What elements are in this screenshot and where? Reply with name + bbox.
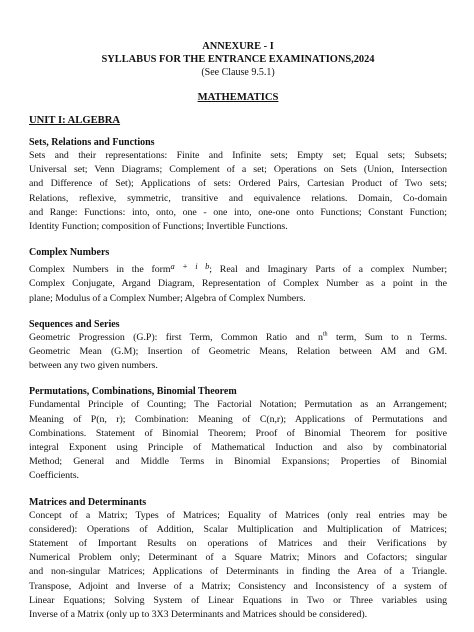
document-header (29, 40, 447, 79)
body-line: Sets and their representations: Finite and Infinite sets; Empty set; Equal sets; Subsets; (29, 150, 447, 161)
body-line: Combinations. Statement of Binomial Theorem; Proof of Binomial Theorem for positive (29, 427, 447, 439)
body-line (29, 259, 447, 277)
clause-reference: (See Clause 9.5.1) (201, 67, 275, 78)
body-line: Statement of Important Results on operations of Matrices and their Verifications by (29, 538, 447, 550)
body-line: Complex Conjugate, Argand Diagram, Representation of Complex Number as a point in the (29, 278, 447, 290)
body-line: Universal set; Venn Diagrams; Complement of a set; Operations on Sets (Union, Intersection (29, 164, 447, 176)
body-line: Numerical Problem only; Determinant of a Square Matrix; Minors and Cofactors; singular (29, 552, 447, 564)
section-title: Sets, Relations and Functions (29, 137, 155, 148)
body-line: Fundamental Principle of Counting; The Factorial Notation; Permutation as an Arrangement; (29, 399, 447, 411)
section-title: Matrices and Determinants (29, 496, 147, 508)
section-body (29, 259, 447, 306)
section-body (29, 149, 447, 234)
body-text: ; Real and Imaginary Parts of a complex Number; (209, 264, 448, 276)
syllabus-heading: SYLLABUS FOR THE ENTRANCE EXAMINATIONS,2024 (101, 54, 375, 65)
section-title: Sequences and Series (29, 318, 120, 330)
section-matrices (29, 496, 447, 623)
body-line: and Range: Functions: into, onto, one - one into, one-one onto Functions; Constant Function; (29, 206, 447, 218)
body-line: between any two given numbers. (29, 360, 158, 372)
body-line: Method; General and Middle Terms in Binomial Expansions; Properties of Binomial (29, 456, 447, 468)
section-title: Permutations, Combinations, Binomial Theorem (29, 386, 237, 398)
body-line: Concept of a Matrix; Types of Matrices; Equality of Matrices (only real entries may be (29, 509, 447, 521)
complex-form-expression: a + i b (170, 261, 210, 272)
body-line: considered): Operations of Addition, Scalar Multiplication and Multiplication of Matrices; (29, 523, 447, 535)
body-line: integral Exponent using Principle of Mathematical Induction and also by combinatorial (29, 442, 447, 454)
body-line (29, 331, 447, 345)
body-line: plane; Modulus of a Complex Number; Algebra of Complex Numbers. (29, 292, 306, 304)
body-line: Transpose, Adjoint and Inverse of a Matrix; Consistency and Inconsistency of a system of (29, 580, 447, 592)
body-line: Inverse of a Matrix (only up to 3X3 Determinants and Matrices should be considered). (29, 609, 368, 621)
section-permutations (29, 385, 447, 483)
body-line: Relations, reflexive, symmetric, transitive and equivalence relations. Domain, Co-domain (29, 192, 447, 204)
subject-title: MATHEMATICS (197, 92, 279, 103)
section-sets (29, 136, 447, 234)
body-line: Identity Function; composition of Functions; Invertible Functions. (29, 221, 288, 233)
section-title: Complex Numbers (29, 247, 110, 259)
section-body (29, 331, 447, 374)
body-text: Complex Numbers in the form (29, 264, 171, 276)
section-body (29, 398, 447, 483)
body-text: Geometric Progression (G.P): first Term, Common Ratio and n (29, 331, 323, 343)
body-line: Geometric Mean (G.M); Insertion of Geometric Means, Relation between AM and GM. (29, 346, 447, 358)
body-text: term, Sum to n Terms. (327, 331, 447, 343)
section-body (29, 509, 447, 623)
section-complex-numbers (29, 246, 447, 306)
unit-title: UNIT I: ALGEBRA (29, 115, 121, 126)
syllabus-page (29, 40, 447, 622)
section-sequences (29, 318, 447, 374)
body-line: Coefficients. (29, 470, 79, 482)
superscript: th (322, 331, 328, 338)
body-line: and Difference of Set); Applications of sets: Ordered Pairs, Cartesian Product of Two sets; (29, 178, 447, 190)
body-line: Linear Equations; Solving System of Linear Equations in Two or Three variables using (29, 594, 447, 606)
body-line: and non-singular Matrices; Applications of Determinants in finding the Area of a Triangle. (29, 566, 447, 578)
body-line: Meaning of P(n, r); Combination: Meaning of C(n,r); Applications of Permutations and (29, 413, 447, 425)
annexure-heading: ANNEXURE - I (202, 41, 274, 52)
